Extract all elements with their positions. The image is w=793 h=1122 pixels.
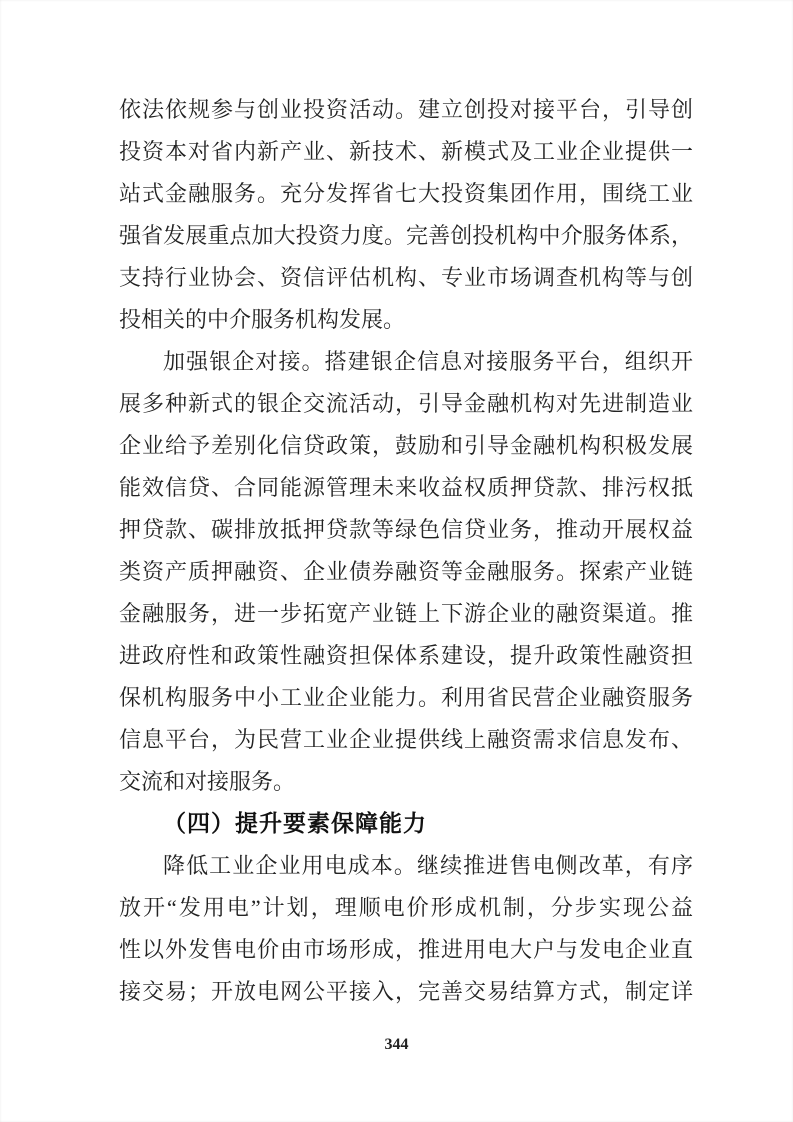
text-line: 站式金融服务。充分发挥省七大投资集团作用，围绕工业 <box>119 181 693 206</box>
text-line: 放开“发用电”计划，理顺电价形成机制，分步实现公益 <box>119 895 693 920</box>
text-line: 押贷款、碳排放抵押贷款等绿色信贷业务，推动开展权益 <box>119 517 693 542</box>
text-line: 强省发展重点加大投资力度。完善创投机构中介服务体系， <box>119 223 693 248</box>
text-line: 依法依规参与创业投资活动。建立创投对接平台，引导创 <box>119 97 693 122</box>
text-line: 保机构服务中小工业企业能力。利用省民营企业融资服务 <box>119 685 693 710</box>
text-line: 接交易；开放电网公平接入，完善交易结算方式，制定详 <box>119 979 693 1004</box>
section-heading: （四）提升要素保障能力 <box>163 811 427 836</box>
text-line: 企业给予差别化信贷政策，鼓励和引导金融机构积极发展 <box>119 433 693 458</box>
text-line: 金融服务，进一步拓宽产业链上下游企业的融资渠道。推 <box>119 601 693 626</box>
text-line: 投资本对省内新产业、新技术、新模式及工业企业提供一 <box>119 139 693 164</box>
text-line: 交流和对接服务。 <box>119 769 296 794</box>
text-line: 进政府性和政策性融资担保体系建设，提升政策性融资担 <box>119 643 693 668</box>
text-line: 降低工业企业用电成本。继续推进售电侧改革，有序 <box>163 853 693 878</box>
text-line: 类资产质押融资、企业债券融资等金融服务。探索产业链 <box>119 559 693 584</box>
text-block <box>119 89 693 1013</box>
text-line: 信息平台，为民营工业企业提供线上融资需求信息发布、 <box>119 727 693 752</box>
text-line: 性以外发售电价由市场形成，推进用电大户与发电企业直 <box>119 937 693 962</box>
text-line: 投相关的中介服务机构发展。 <box>119 307 406 332</box>
text-line: 展多种新式的银企交流活动，引导金融机构对先进制造业 <box>119 391 693 416</box>
text-line: 加强银企对接。搭建银企信息对接服务平台，组织开 <box>163 349 693 374</box>
page-number: 344 <box>384 1036 409 1053</box>
text-line: 能效信贷、合同能源管理未来收益权质押贷款、排污权抵 <box>119 475 693 500</box>
text-line: 支持行业协会、资信评估机构、专业市场调查机构等与创 <box>119 265 693 290</box>
